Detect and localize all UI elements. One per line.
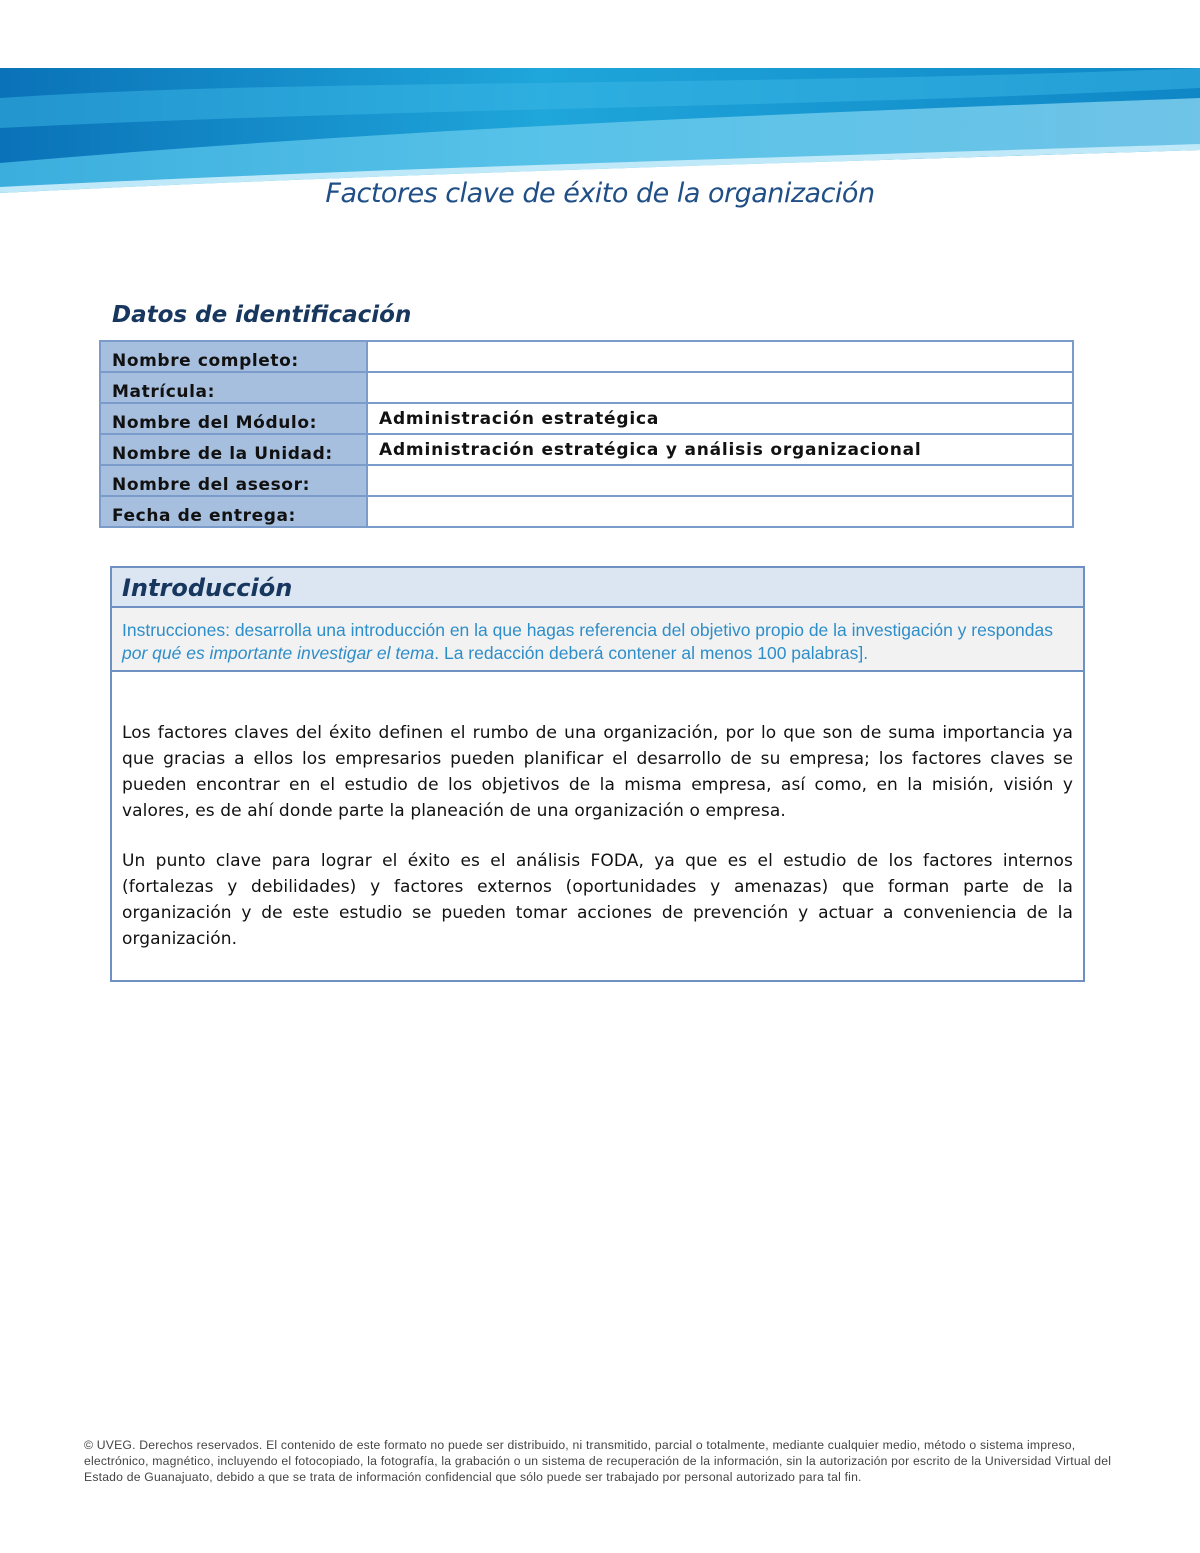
instructions-text-end: . La redacción deberá contener al menos 100 palabras]. [434,643,869,663]
row-label-nombre-completo: Nombre completo: [100,341,367,372]
row-value-unidad[interactable]: Administración estratégica y análisis organizacional [367,434,1073,465]
introduction-body[interactable] [112,672,1083,952]
introduction-header [112,568,1083,608]
introduction-section [110,566,1085,982]
row-label-fecha-entrega: Fecha de entrega: [100,496,367,527]
row-value-asesor[interactable] [367,465,1073,496]
row-value-modulo[interactable]: Administración estratégica [367,403,1073,434]
row-label-asesor: Nombre del asesor: [100,465,367,496]
introduction-paragraph-2: Un punto clave para lograr el éxito es el análisis FODA, ya que es el estudio de los factores internos (fortalezas y debilidades) y factores externos (oportunidades y amenazas) que forman parte de la organización y de este estudio se pueden tomar acciones de prevención y actuar a conveniencia de la organización. [122,851,1073,949]
table-row [100,465,1073,496]
row-value-nombre-completo[interactable] [367,341,1073,372]
introduction-paragraph-1: Los factores claves del éxito definen el rumbo de una organización, por lo que son de suma importancia ya que gracias a ellos los empresarios pueden planificar el desarrollo de su empresa; los factores claves se pueden encontrar en el estudio de los objetivos de la misma empresa, así como, en la misión, visión y valores, es de ahí donde parte la planeación de una organización o empresa. [122,723,1073,821]
table-row [100,403,1073,434]
introduction-heading: Introducción [122,574,293,602]
identification-table [99,340,1074,528]
row-label-modulo: Nombre del Módulo: [100,403,367,434]
row-label-matricula: Matrícula: [100,372,367,403]
row-value-fecha-entrega[interactable] [367,496,1073,527]
introduction-instructions [112,608,1083,672]
table-row [100,434,1073,465]
table-row [100,341,1073,372]
identification-heading: Datos de identificación [112,302,412,328]
row-label-unidad: Nombre de la Unidad: [100,434,367,465]
table-row [100,372,1073,403]
document-title: Factores clave de éxito de la organización [325,178,875,209]
instructions-text: Instrucciones: desarrolla una introducción en la que hagas referencia del objetivo propio de la investigación y responda [122,620,1045,640]
table-row [100,496,1073,527]
instructions-emphasis: por qué es importante investigar el tema [122,643,435,663]
instructions-text-suffix: s [1044,620,1053,640]
row-value-matricula[interactable] [367,372,1073,403]
copyright-footer: © UVEG. Derechos reservados. El contenido de este formato no puede ser distribuido, ni transmitido, parcial o totalmente, mediante cualquier medio, método o sistema impreso, electrónico, magnético, incluyendo el fotocopiado, la fotografía, la grabación o un sistema de recuperación de la información, sin la autorización por escrito de la Universidad Virtual del Estado de Guanajuato, debido a que se trata de información confidencial que sólo puede ser trabajado por personal autorizado para tal fin. [84,1438,1112,1484]
